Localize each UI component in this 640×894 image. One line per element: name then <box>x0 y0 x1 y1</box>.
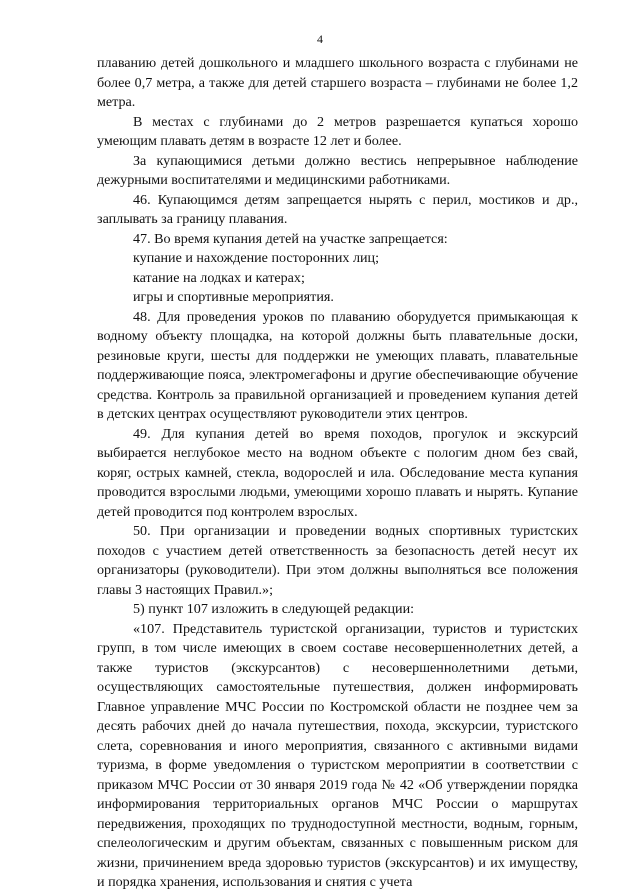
list-item: катание на лодках и катерах; <box>133 269 305 286</box>
paragraph-46: 46. Купающимся детям запрещается нырять с перил, мостиков и др., заплывать за границу плавания. <box>97 191 578 227</box>
paragraph-107: «107. Представитель туристской организации, туристов и туристских групп, в том числе имеющих в своем составе несовершеннолетних детей, а также туристов (экскурсантов) с несовершеннолетними детьми, осуществляющих самостоятельные путешествия, должен информировать Главное управление МЧС России по Костромской области не позднее чем за десять рабочих дней до начала путешествия, похода, экскурсии, туристского слета, соревнования и иного мероприятия, связанного с активными видами туризма, в форме уведомления о туристском мероприятии в соответствии с приказом МЧС России от 30 января 2019 года № 42 «Об утверждении порядка информирования территориальных органов МЧС России о маршрутах передвижения, проходящих по труднодоступной местности, водным, горным, спелеологическим и другим объектам, связанных с повышенным риском для жизни, причинением вреда здоровью туристов (экскурсантов) и их имуществу, и порядка хранения, использования и снятия с учета <box>97 620 578 890</box>
paragraph-amendment-5: 5) пункт 107 изложить в следующей редакции: <box>133 601 415 617</box>
paragraph-50: 50. При организации и проведении водных спортивных туристских походов с участием детей ответственность за безопасность детей несут их организаторы (руководители). При этом должны выполняться все положения главы 3 настоящих Правил.»; <box>97 523 578 598</box>
paragraph-48: 48. Для проведения уроков по плаванию оборудуется примыкающая к водному объекту площадка, на которой должны быть плавательные доски, резиновые круги, шесты для поддержки не умеющих плавать, плавательные поддерживающие пояса, электромегафоны и другие обеспечивающие обучение средства. Контроль за правильной организацией и проведением купания детей в детских центрах осуществляют руководители этих центров. <box>97 308 578 422</box>
body-text <box>97 54 578 893</box>
paragraph-supervision: За купающимися детьми должно вестись непрерывное наблюдение дежурными воспитателями и медицинскими работниками. <box>97 152 578 188</box>
paragraph-depth-limit: В местах с глубинами до 2 метров разрешается купаться хорошо умеющим плавать детям в возрасте 12 лет и более. <box>97 113 578 149</box>
list-item: купание и нахождение посторонних лиц; <box>133 250 379 266</box>
paragraph-continuation: плаванию детей дошкольного и младшего школьного возраста с глубинами не более 0,7 метра, а также для детей старшего возраста – глубинами не более 1,2 метра. <box>97 55 578 110</box>
paragraph-47: 47. Во время купания детей на участке запрещается: <box>133 230 448 247</box>
page-number: 4 <box>317 32 323 46</box>
list-item: игры и спортивные мероприятия. <box>133 289 334 305</box>
paragraph-49: 49. Для купания детей во время походов, прогулок и экскурсий выбирается неглубокое место на водном объекте с пологим дном без свай, коряг, острых камней, стекла, водорослей и ила. Обследование места купания проводится взрослыми людьми, умеющими хорошо плавать и нырять. Купание детей проводится под контролем взрослых. <box>97 425 578 520</box>
